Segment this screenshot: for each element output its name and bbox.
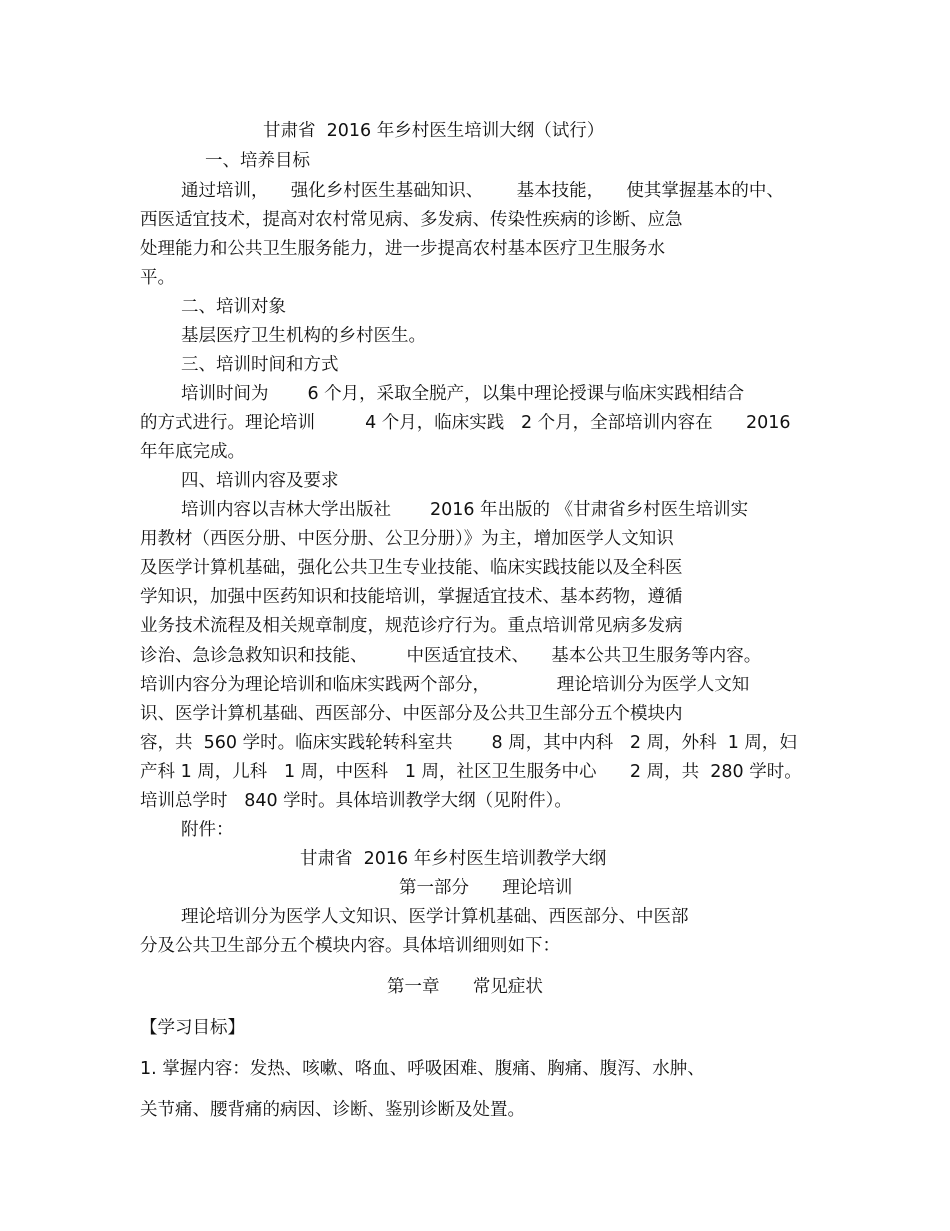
document-title: 甘肃省 2016 年乡村医生培训大纲（试行） [263, 121, 605, 141]
paragraph-line: 处理能力和公共卫生服务能力，进一步提高农村基本医疗卫生服务水 [140, 239, 665, 259]
section-heading-target: 二、培训对象 [181, 297, 286, 317]
paragraph-line: 培训总学时 840 学时。具体培训教学大纲（见附件）。 [140, 791, 572, 811]
paragraph-line: 业务技术流程及相关规章制度，规范诊疗行为。重点培训常见病多发病 [140, 616, 683, 636]
paragraph-line: 容，共 560 学时。临床实践轮转科室共 8 周，其中内科 2 周，外科 1 周，妇 [140, 733, 797, 753]
objective-item-continued: 关节痛、腰背痛的病因、诊断、鉴别诊断及处置。 [140, 1100, 525, 1120]
paragraph-line: 基层医疗卫生机构的乡村医生。 [181, 326, 426, 346]
section-heading-time: 三、培训时间和方式 [181, 355, 339, 375]
paragraph-line: 的方式进行。理论培训 4 个月，临床实践 2 个月，全部培训内容在 2016 [140, 413, 791, 433]
attachment-label: 附件： [181, 820, 234, 840]
paragraph-line: 培训时间为 6 个月，采取全脱产，以集中理论授课与临床实践相结合 [181, 384, 745, 404]
part-title: 第一部分 理论培训 [399, 878, 573, 898]
paragraph-line: 西医适宜技术，提高对农村常见病、多发病、传染性疾病的诊断、应急 [140, 210, 683, 230]
attachment-title: 甘肃省 2016 年乡村医生培训教学大纲 [300, 849, 607, 869]
objectives-heading: 【学习目标】 [140, 1018, 245, 1038]
paragraph-line: 产科 1 周，儿科 1 周，中医科 1 周，社区卫生服务中心 2 周，共 280 学时。 [140, 762, 802, 782]
paragraph-line: 培训内容分为理论培训和临床实践两个部分， 理论培训分为医学人文知 [140, 675, 750, 695]
paragraph-line: 理论培训分为医学人文知识、医学计算机基础、西医部分、中医部 [181, 907, 689, 927]
paragraph-line: 年年底完成。 [140, 442, 245, 462]
paragraph-line: 诊治、急诊急救知识和技能、 中医适宜技术、 基本公共卫生服务等内容。 [140, 646, 762, 666]
chapter-title: 第一章 常见症状 [387, 977, 543, 997]
paragraph-line: 用教材（西医分册、中医分册、公卫分册）》为主，增加医学人文知识 [140, 529, 674, 549]
paragraph-line: 培训内容以吉林大学出版社 2016 年出版的 《甘肃省乡村医生培训实 [181, 500, 749, 520]
paragraph-line: 及医学计算机基础，强化公共卫生专业技能、临床实践技能以及全科医 [140, 558, 683, 578]
objective-item: 1. 掌握内容：发热、咳嗽、咯血、呼吸困难、腹痛、胸痛、腹泻、水肿、 [140, 1059, 705, 1079]
section-heading-goals: 一、培养目标 [205, 151, 310, 171]
paragraph-line: 平。 [140, 268, 175, 288]
paragraph-line: 分及公共卫生部分五个模块内容。具体培训细则如下： [140, 936, 560, 956]
paragraph-line: 通过培训， 强化乡村医生基础知识、 基本技能， 使其掌握基本的中、 [181, 181, 784, 201]
paragraph-line: 学知识，加强中医药知识和技能培训，掌握适宜技术、基本药物，遵循 [140, 587, 683, 607]
paragraph-line: 识、医学计算机基础、西医部分、中医部分及公共卫生部分五个模块内 [140, 704, 683, 724]
section-heading-content: 四、培训内容及要求 [181, 471, 339, 491]
